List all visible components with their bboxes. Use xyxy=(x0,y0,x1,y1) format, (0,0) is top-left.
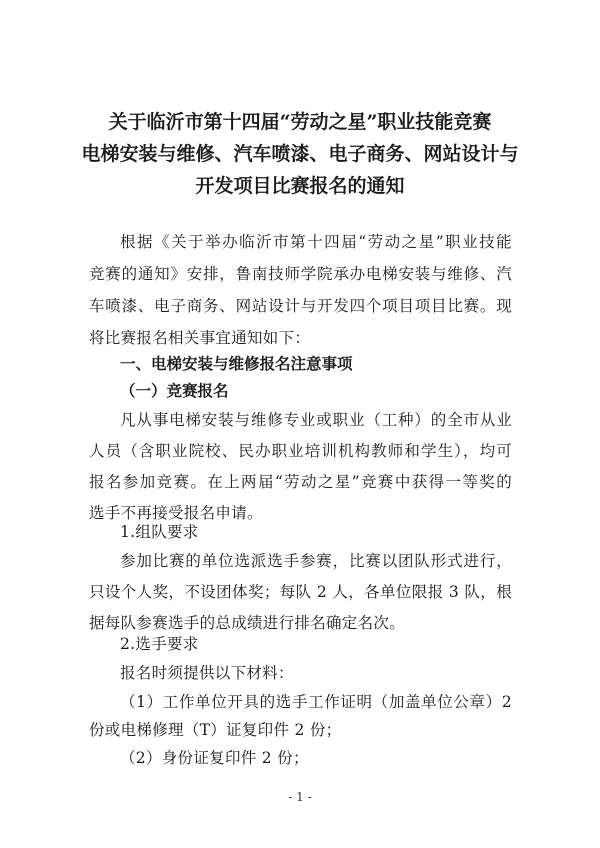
registration-line-2: 人员（含职业院校、民办职业培训机构教师和学生），均可 xyxy=(89,442,512,460)
document-title-line-1: 关于临沂市第十四届“劳动之星”职业技能竞赛 xyxy=(108,111,492,133)
intro-line-3: 车喷漆、电子商务、网站设计与开发四个项目项目比赛。现 xyxy=(89,297,512,315)
material-2: （2）身份证复印件 2 份； xyxy=(120,749,309,767)
material-1-line-1: （1）工作单位开具的选手工作证明（加盖单位公章）2 xyxy=(120,693,512,711)
registration-line-3: 报名参加竞赛。在上两届“劳动之星”竞赛中获得一等奖的 xyxy=(89,473,512,491)
intro-line-1: 根据《关于举办临沂市第十四届“劳动之星”职业技能 xyxy=(120,233,512,251)
team-line-2: 只设个人奖，不设团体奖；每队 2 人，各单位限报 3 队，根 xyxy=(89,583,512,601)
item-heading-team: 1.组队要求 xyxy=(120,523,199,541)
registration-line-4: 选手不再接受报名申请。 xyxy=(89,504,263,522)
team-line-3: 据每队参赛选手的总成绩进行排名确定名次。 xyxy=(89,614,406,632)
document-title-line-3: 开发项目比赛报名的通知 xyxy=(195,175,405,197)
section-heading: 一、电梯安装与维修报名注意事项 xyxy=(120,355,353,373)
intro-line-2: 竞赛的通知》安排，鲁南技师学院承办电梯安装与维修、汽 xyxy=(89,265,512,283)
document-title-line-2: 电梯安装与维修、汽车喷漆、电子商务、网站设计与 xyxy=(81,143,519,165)
team-line-1: 参加比赛的单位选派选手参赛，比赛以团队形式进行， xyxy=(120,552,512,570)
registration-line-1: 凡从事电梯安装与维修专业或职业（工种）的全市从业 xyxy=(120,411,512,429)
page-number: - 1 - xyxy=(288,790,312,804)
material-1-line-2: 份或电梯修理（T）证复印件 2 份； xyxy=(89,721,342,739)
intro-line-4: 将比赛报名相关事宜通知如下： xyxy=(89,329,311,347)
subsection-heading: （一）竞赛报名 xyxy=(120,381,229,400)
item-heading-contestant: 2.选手要求 xyxy=(120,635,199,653)
materials-intro: 报名时须提供以下材料： xyxy=(120,664,294,682)
